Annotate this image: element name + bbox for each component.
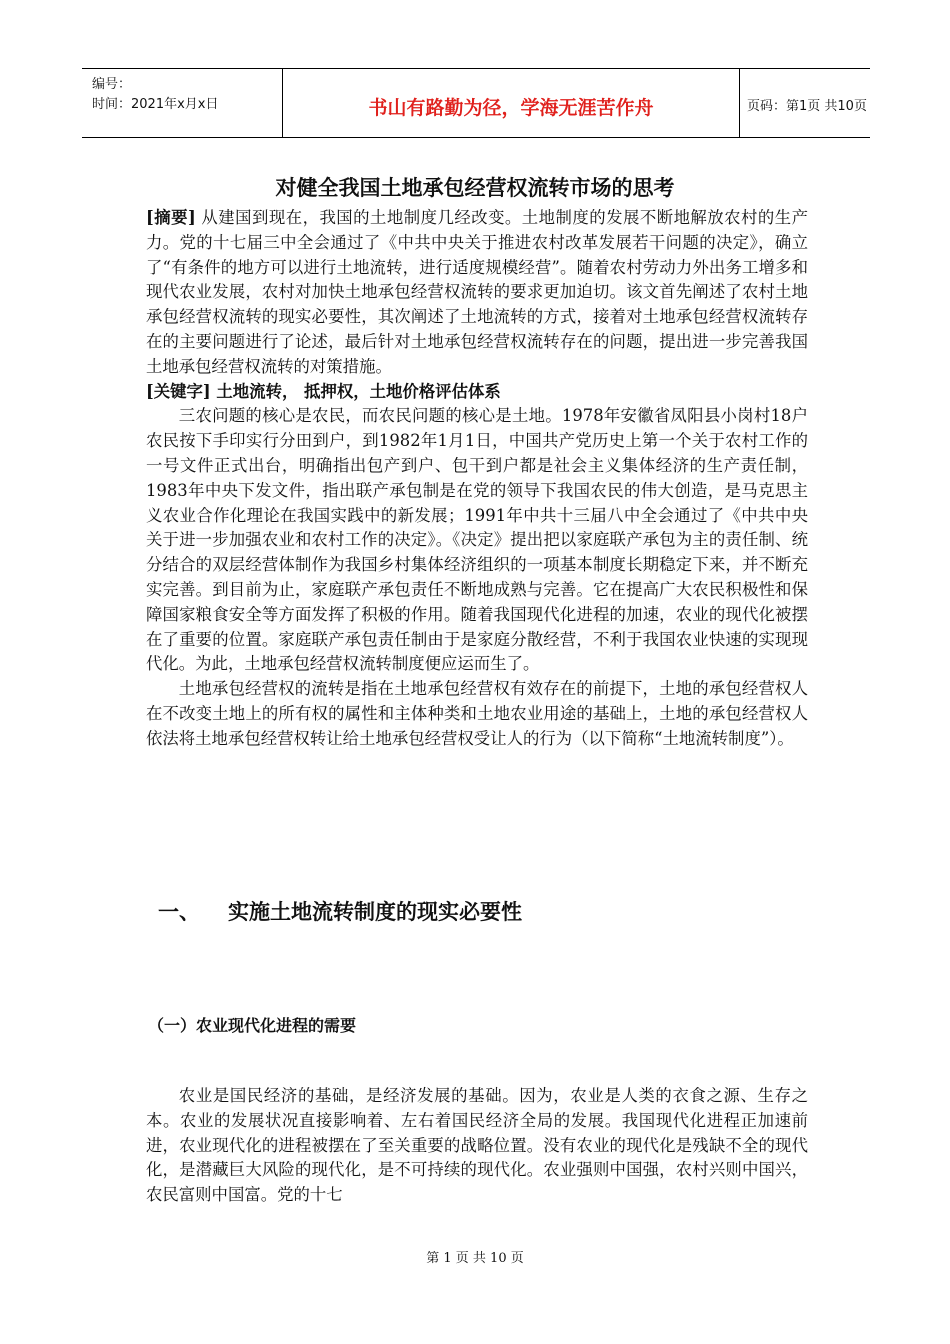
abstract-text: 从建国到现在，我国的土地制度几经改变。土地制度的发展不断地解放农村的生产力。党的十七届三中全会通过了《中共中央关于推进农村改革发展若干问题的决定》，确立了“有条件的地方可以进行土地流转，进行适度规模经营”。随着农村劳动力外出务工增多和现代农业发展，农村对加快土地承包经营权流转的要求更加迫切。该文首先阐述了农村土地承包经营权流转的现实必要性，其次阐述了土地流转的方式，接着对土地承包经营权流转存在的主要问题进行了论述，最后针对土地承包经营权流转存在的问题，提出进一步完善我国土地承包经营权流转的对策措施。 (146, 208, 808, 376)
page-info: 页码：第1页 共10页 (747, 99, 867, 114)
subsection-heading: （一）农业现代化进程的需要 (148, 1016, 357, 1035)
header-table (82, 68, 870, 138)
abstract-label: [摘要] (146, 208, 196, 227)
main-body (146, 206, 808, 752)
motto: 书山有路勤为径，学海无涯苦作舟 (368, 97, 654, 119)
page-footer: 第 1 页 共 10 页 (426, 1251, 524, 1266)
paragraph: 农业是国民经济的基础，是经济发展的基础。因为，农业是人类的衣食之源、生存之本。农业的发展状况直接影响着、左右着国民经济全局的发展。我国现代化进程正加速前进，农业现代化的进程被摆在了至关重要的战略位置。没有农业的现代化是残缺不全的现代化，是潜藏巨大风险的现代化，是不可持续的现代化。农业强则中国强，农村兴则中国兴，农民富则中国富。党的十七 (146, 1086, 808, 1205)
header-motto-cell (282, 69, 740, 137)
keywords-label: [关键字] (146, 381, 211, 401)
section-title: 实施土地流转制度的现实必要性 (228, 900, 522, 924)
header-page-cell (739, 69, 870, 137)
header-left-cell (82, 69, 282, 137)
section-number: 一、 (158, 900, 200, 924)
paragraph: 三农问题的核心是农民，而农民问题的核心是土地。1978年安徽省凤阳县小岗村18户农民按下手印实行分田到户，到1982年1月1日，中国共产党历史上第一个关于农村工作的一号文件正式出台，明确指出包产到户、包干到户都是社会主义集体经济的生产责任制，1983年中央下发文件，指出联产承包制是在党的领导下我国农民的伟大创造，是马克思主义农业合作化理论在我国实践中的新发展；1991年中共十三届八中全会通过了《中共中央关于进一步加强农业和农村工作的决定》。《决定》提出把以家庭联产承包为主的责任制、统分结合的双层经营体制作为我国乡村集体经济组织的一项基本制度长期稳定下来，并不断充实完善。到目前为止，家庭联产承包责任不断地成熟与完善。它在提高广大农民积极性和保障国家粮食安全等方面发挥了积极的作用。随着我国现代化进程的加速，农业的现代化被摆在了重要的位置。家庭联产承包责任制由于是家庭分散经营，不利于我国农业快速的实现现代化。为此，土地承包经营权流转制度便应运而生了。 (146, 406, 808, 674)
document-title: 对健全我国土地承包经营权流转市场的思考 (275, 176, 675, 200)
abstract (146, 206, 808, 380)
keywords (146, 380, 808, 405)
paragraph: 土地承包经营权的流转是指在土地承包经营权有效存在的前提下，土地的承包经营权人在不改变土地上的所有权的属性和主体种类和土地农业用途的基础上，土地的承包经营权人依法将土地承包经营权转让给土地承包经营权受让人的行为（以下简称“土地流转制度”）。 (146, 679, 808, 748)
section-body (146, 1084, 808, 1208)
number-label: 编号： (92, 77, 132, 92)
date-label: 时间：2021年x月x日 (92, 97, 219, 112)
keywords-text: 土地流转， 抵押权，土地价格评估体系 (210, 381, 501, 401)
section-heading (158, 896, 522, 926)
